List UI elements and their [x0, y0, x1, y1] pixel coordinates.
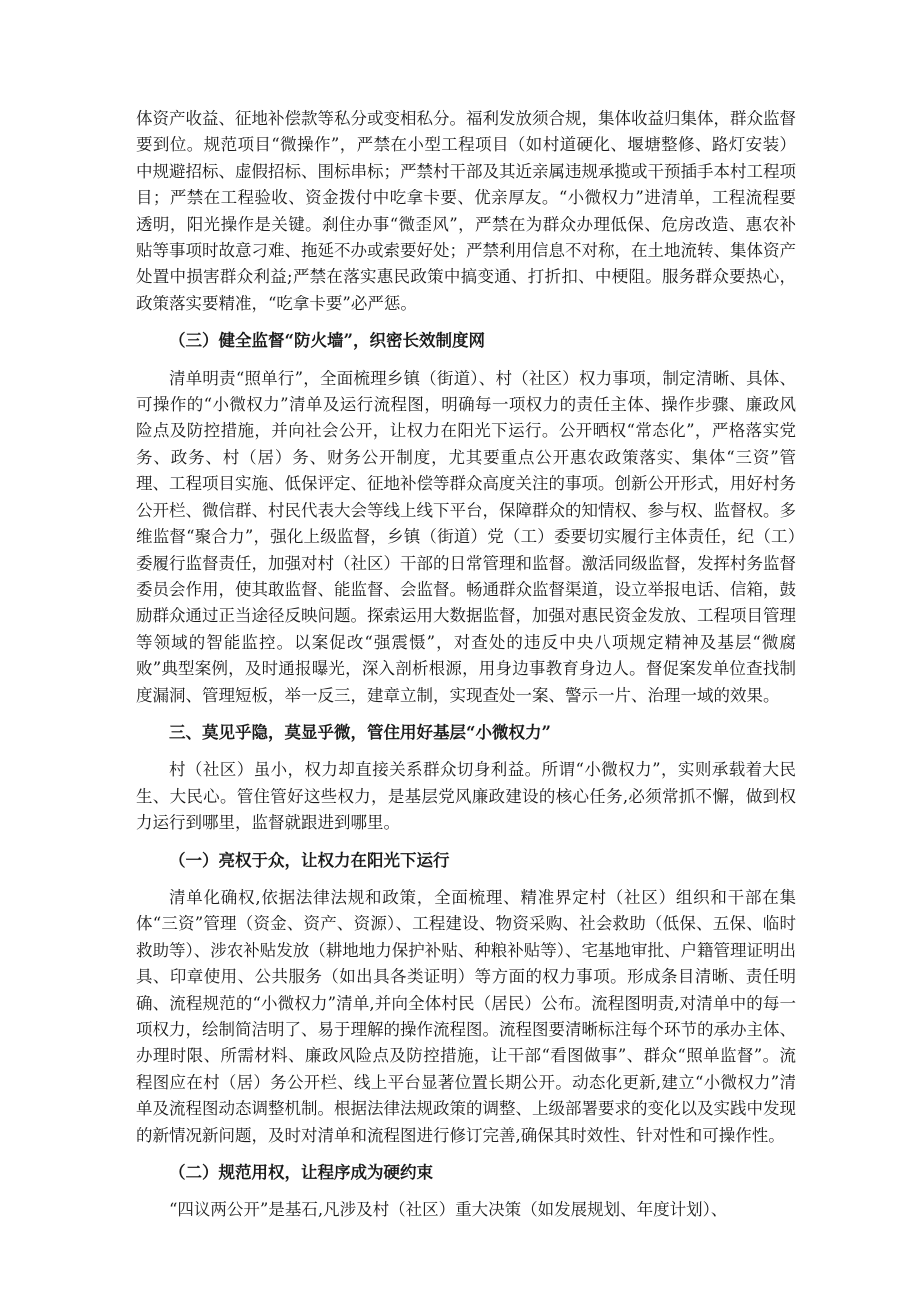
- section-heading-power-transparency: （一）亮权于众，让权力在阳光下运行: [169, 850, 450, 870]
- document-page: [136, 106, 796, 1235]
- paragraph-village-power-intro: 村（社区）虽小，权力却直接关系群众切身利益。所谓“小微权力”，实则承载着大民生、大民心。管住管好这些权力，是基层党风廉政建设的核心任务,必须常抓不懈，做到权力运行到哪里，监督就跟进到哪里。: [136, 760, 796, 833]
- paragraph-benefits-and-projects: 体资产收益、征地补偿款等私分或变相私分。福利发放须合规，集体收益归集体，群众监督要到位。规范项目“微操作”，严禁在小型工程项目（如村道硬化、堰塘整修、路灯安装）中规避招标、虚假招标、围标串标；严禁村干部及其近亲属违规承揽或干预插手本村工程项目；严禁在工程验收、资金拨付中吃拿卡要、优亲厚友。“小微权力”进清单，工程流程要透明，阳光操作是关键。刹住办事“微歪风”，严禁在为群众办理低保、危房改造、惠农补贴等事项时故意刁难、拖延不办或索要好处；严禁利用信息不对称，在土地流转、集体资产处置中损害群众利益;严禁在落实惠民政策中搞变通、打折扣、中梗阻。服务群众要热心，政策落实要精准，“吃拿卡要”必严惩。: [136, 109, 796, 313]
- paragraph-power-list: 清单化确权,依据法律法规和政策，全面梳理、精准界定村（社区）组织和干部在集体“三资”管理（资金、资产、资源）、工程建设、物资采购、社会救助（低保、五保、临时救助等）、涉农补贴发放（耕地地力保护补贴、种粮补贴等）、宅基地审批、户籍管理证明出具、印章使用、公共服务（如出具各类证明）等方面的权力事项。形成条目清晰、责任明确、流程规范的“小微权力”清单,并向全体村民（居民）公布。流程图明责,对清单中的每一项权力，绘制简洁明了、易于理解的操作流程图。流程图要清晰标注每个环节的承办主体、办理时限、所需材料、廉政风险点及防控措施，让干部“看图做事”、群众“照单监督”。流程图应在村（居）务公开栏、线上平台显著位置长期公开。动态化更新,建立“小微权力”清单及流程图动态调整机制。根据法律法规政策的调整、上级部署要求的变化以及实践中发现的新情况新问题，及时对清单和流程图进行修订完善,确保其时效性、针对性和可操作性。: [136, 887, 796, 1145]
- paragraph-four-discussions: “四议两公开”是基石,凡涉及村（社区）重大决策（如发展规划、年度计划）、: [169, 1200, 728, 1220]
- section-heading-regulate-power: （二）规范用权，让程序成为硬约束: [169, 1163, 433, 1183]
- paragraph-supervision-system: 清单明责“照单行”，全面梳理乡镇（街道）、村（社区）权力事项，制定清晰、具体、可操作的“小微权力”清单及运行流程图，明确每一项权力的责任主体、操作步骤、廉政风险点及防控措施，并向社会公开，让权力在阳光下运行。公开晒权“常态化”，严格落实党务、政务、村（居）务、财务公开制度，尤其要重点公开惠农政策落实、集体“三资”管理、工程项目实施、低保评定、征地补偿等群众高度关注的事项。创新公开形式，用好村务公开栏、微信群、村民代表大会等线上线下平台，保障群众的知情权、参与权、监督权。多维监督“聚合力”，强化上级监督，乡镇（街道）党（工）委要切实履行主体责任，纪（工）委履行监督责任，加强对村（社区）干部的日常管理和监督。激活同级监督，发挥村务监督委员会作用，使其敢监督、能监督、会监督。畅通群众监督渠道，设立举报电话、信箱，鼓励群众通过正当途径反映问题。探索运用大数据监督，加强对惠民资金发放、工程项目管理等领域的智能监控。以案促改“强震慑”，对查处的违反中央八项规定精神及基层“微腐败”典型案例，及时通报曝光，深入剖析根源，用身边事教育身边人。督促案发单位查找制度漏洞、管理短板，举一反三，建章立制，实现查处一案、警示一片、治理一域的效果。: [136, 368, 796, 705]
- section-heading-supervision-firewall: （三）健全监督“防火墙”，织密长效制度网: [169, 331, 485, 351]
- chapter-heading-small-power: 三、莫见乎隐，莫显乎微，管住用好基层“小微权力”: [169, 722, 551, 742]
